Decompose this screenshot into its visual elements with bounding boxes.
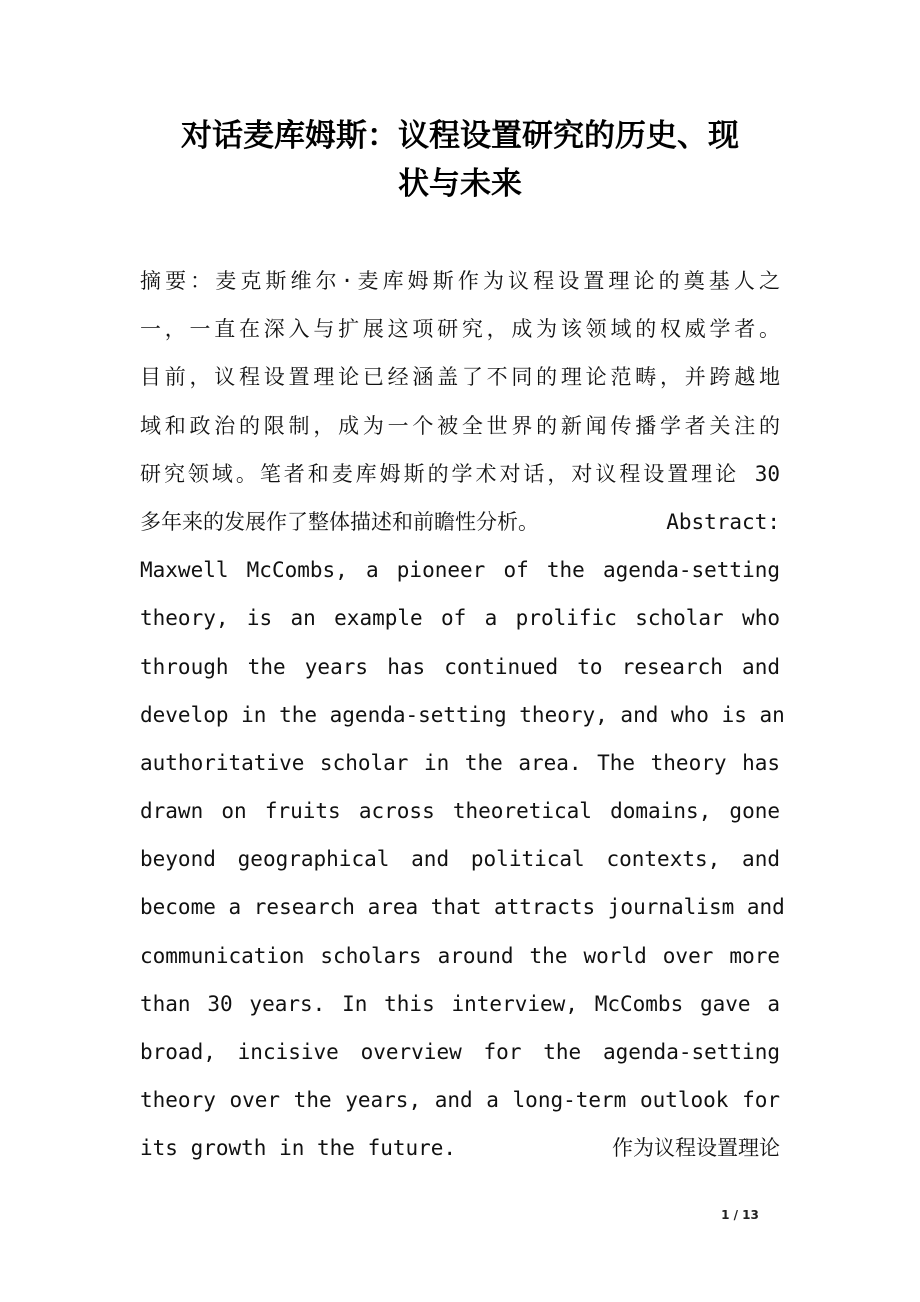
chinese-abstract-end: 多年来的发展作了整体描述和前瞻性分析。	[140, 509, 539, 534]
text-line: Maxwell McCombs, a pioneer of the agenda-setting	[140, 558, 780, 583]
english-abstract-end: its growth in the future.	[140, 1136, 457, 1161]
text-line: authoritative scholar in the area. The theory has	[140, 750, 780, 775]
text-line	[140, 1124, 780, 1172]
title-line: 对话麦库姆斯：议程设置研究的历史、现	[181, 118, 739, 154]
text-line: theory, is an example of a prolific scholar who	[140, 606, 780, 631]
text-line	[140, 498, 780, 546]
text-line: drawn on fruits across theoretical domains, gone	[140, 799, 780, 824]
text-line: develop in the agenda-setting theory, and who is an	[140, 702, 785, 727]
text-line: communication scholars around the world over more	[140, 943, 780, 968]
text-line: 研究领域。笔者和麦库姆斯的学术对话，对议程设置理论 30	[140, 461, 780, 486]
text-line: theory over the years, and a long-term outlook for	[140, 1088, 780, 1113]
text-line: 域和政治的限制，成为一个被全世界的新闻传播学者关注的	[140, 413, 780, 438]
text-line: broad, incisive overview for the agenda-setting	[140, 1040, 780, 1064]
body-paragraph-start: 作为议程设置理论	[612, 1136, 780, 1161]
page-title	[140, 112, 780, 208]
text-line: become a research area that attracts journalism and	[140, 895, 785, 920]
abstract-body	[140, 257, 785, 1173]
text-line: through the years has continued to research and	[140, 654, 780, 679]
text-line: than 30 years. In this interview, McCombs gave a	[140, 991, 780, 1016]
text-line: 一，一直在深入与扩展这项研究，成为该领域的权威学者。	[140, 317, 780, 342]
page-number: 1 / 13	[721, 1208, 759, 1222]
text-line: 目前，议程设置理论已经涵盖了不同的理论范畴，并跨越地	[140, 365, 780, 390]
text-line: 摘要：麦克斯维尔·麦库姆斯作为议程设置理论的奠基人之	[140, 269, 780, 293]
english-abstract-label: Abstract:	[666, 509, 780, 534]
text-line: beyond geographical and political contexts, and	[140, 847, 780, 872]
title-line: 状与未来	[398, 166, 522, 202]
